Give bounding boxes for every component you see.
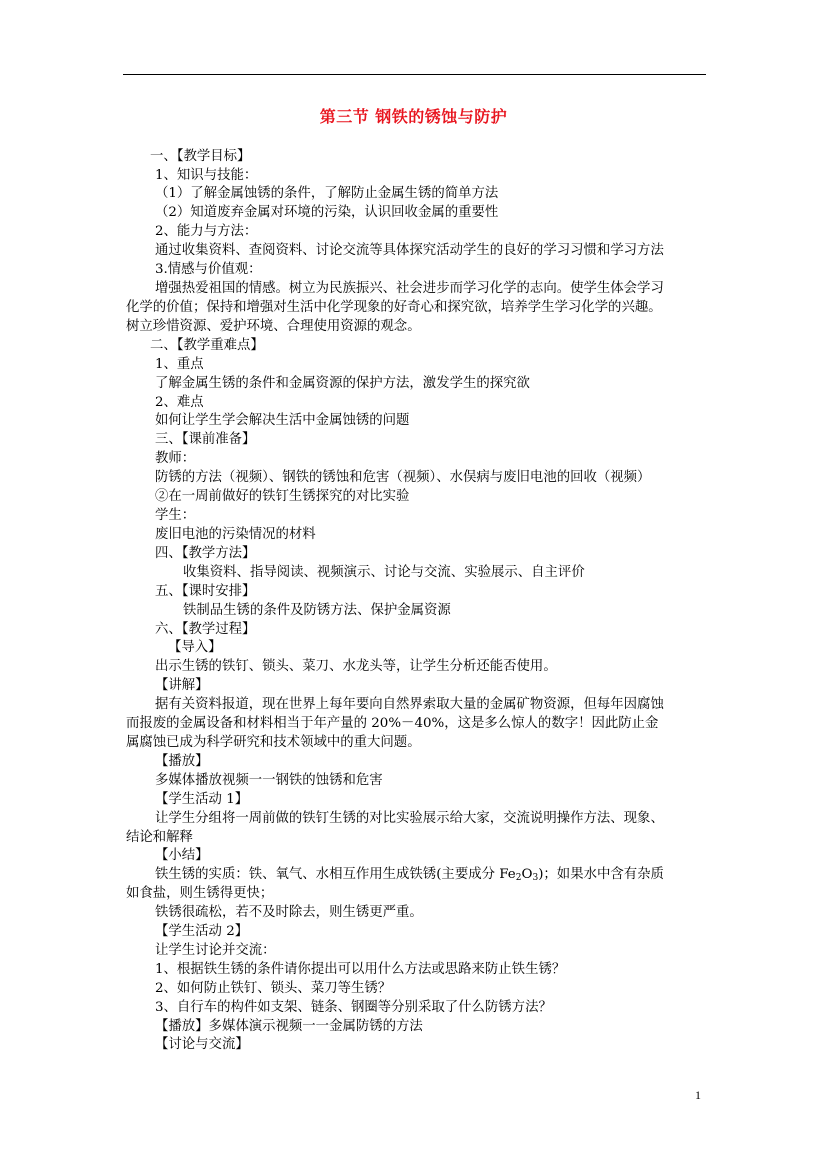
text-line: 【学生活动 1】 (155, 792, 249, 807)
text-line: 3.情感与价值观： (155, 262, 262, 277)
text-line: 如何让学生学会解决生活中金属蚀锈的问题 (155, 413, 410, 428)
text-line: 据有关资料报道，现在世界上每年要向自然界索取大量的金属矿物资源，但每年因腐蚀 (155, 697, 664, 712)
section-heading-key-points: 二、【教学重难点】 (150, 338, 264, 353)
text-line: 增强热爱祖国的情感。树立为民族振兴、社会进步而学习化学的志向。使学生体会学习 (155, 281, 664, 296)
text-line: 1、重点 (155, 357, 204, 372)
document-title: 第三节 钢铁的锈蚀与防护 (319, 107, 508, 126)
text-line: 了解金属生锈的条件和金属资源的保护方法，激发学生的探究欲 (155, 376, 530, 391)
text-line: 【导入】 (168, 640, 222, 655)
text-line: 让学生讨论并交流： (155, 943, 276, 958)
text-line: 防锈的方法（视频）、钢铁的锈蚀和危害（视频）、水俣病与废旧电池的回收（视频） (155, 470, 651, 485)
section-heading-goals: 一、【教学目标】 (150, 149, 251, 164)
text-line: 化学的价值；保持和增强对生活中化学现象的好奇心和探究欲，培养学生学习化学的兴趣。 (126, 300, 662, 315)
text-line: 收集资料、指导阅读、视频演示、讨论与交流、实验展示、自主评价 (183, 565, 585, 580)
text-line: 铁生锈的实质：铁、氧气、水相互作用生成铁锈(主要成分 Fe (155, 867, 516, 882)
text-line: （1）了解金属蚀锈的条件，了解防止金属生锈的简单方法 (155, 186, 499, 201)
text-line: 多媒体播放视频一一钢铁的蚀锈和危害 (155, 773, 383, 788)
text-line: 树立珍惜资源、爱护环境、合理使用资源的观念。 (126, 319, 421, 334)
formula-subscript: 2 (515, 873, 522, 883)
text-line: 2、如何防止铁钉、锁头、菜刀等生锈？ (155, 981, 392, 996)
text-line: )；如果水中含有杂质 (538, 867, 664, 882)
section-heading-schedule: 五、【课时安排】 (155, 584, 256, 599)
section-heading-process: 六、【教学过程】 (155, 622, 256, 637)
text-line: 【讲解】 (155, 678, 209, 693)
section-heading-methods: 四、【教学方法】 (155, 546, 256, 561)
text-line: 3、自行车的构件如支架、链条、钢圈等分别采取了什么防锈方法？ (155, 1000, 552, 1015)
text-line: 结论和解释 (126, 830, 193, 845)
text-line: 学生： (155, 508, 196, 523)
text-line: 废旧电池的污染情况的材料 (155, 527, 316, 542)
page-number: 1 (695, 1088, 701, 1102)
text-line: 而报废的金属设备和材料相当于年产量的 20%－40%，这是多么惊人的数字！因此防止金 (126, 716, 659, 731)
text-line: 【小结】 (155, 848, 209, 863)
text-line: 属腐蚀已成为科学研究和技术领域中的重大问题。 (126, 735, 421, 750)
formula-oxygen: O (521, 867, 533, 882)
header-rule (123, 74, 706, 75)
text-line: ②在一周前做好的铁钉生锈探究的对比实验 (155, 489, 410, 504)
text-line: 让学生分组将一周前做的铁钉生锈的对比实验展示给大家，交流说明操作方法、现象、 (155, 811, 664, 826)
text-line: 【学生活动 2】 (155, 924, 249, 939)
text-line: 出示生锈的铁钉、锁头、菜刀、水龙头等，让学生分析还能否使用。 (155, 659, 557, 674)
text-line: 铁锈很疏松，若不及时除去，则生锈更严重。 (155, 905, 423, 920)
text-line: 1、知识与技能： (155, 168, 258, 183)
text-line: 【播放】多媒体演示视频一一金属防锈的方法 (155, 1019, 423, 1034)
text-line: 2、难点 (155, 395, 204, 410)
text-line: 【讨论与交流】 (155, 1037, 249, 1052)
formula-subscript: 3 (532, 873, 539, 883)
text-line: 1、根据铁生锈的条件请你提出可以用什么方法或思路来防止铁生锈？ (155, 962, 566, 977)
text-line: 铁制品生锈的条件及防锈方法、保护金属资源 (183, 603, 451, 618)
section-heading-preparation: 三、【课前准备】 (155, 432, 256, 447)
text-line: 【播放】 (155, 754, 209, 769)
text-line: 通过收集资料、查阅资料、讨论交流等具体探究活动学生的良好的学习习惯和学习方法 (155, 243, 664, 258)
text-line: （2）知道废弃金属对环境的污染，认识回收金属的重要性 (155, 205, 499, 220)
text-line: 2、能力与方法： (155, 224, 258, 239)
text-line: 如食盐，则生锈得更快； (126, 886, 274, 901)
text-line: 教师： (155, 451, 196, 466)
